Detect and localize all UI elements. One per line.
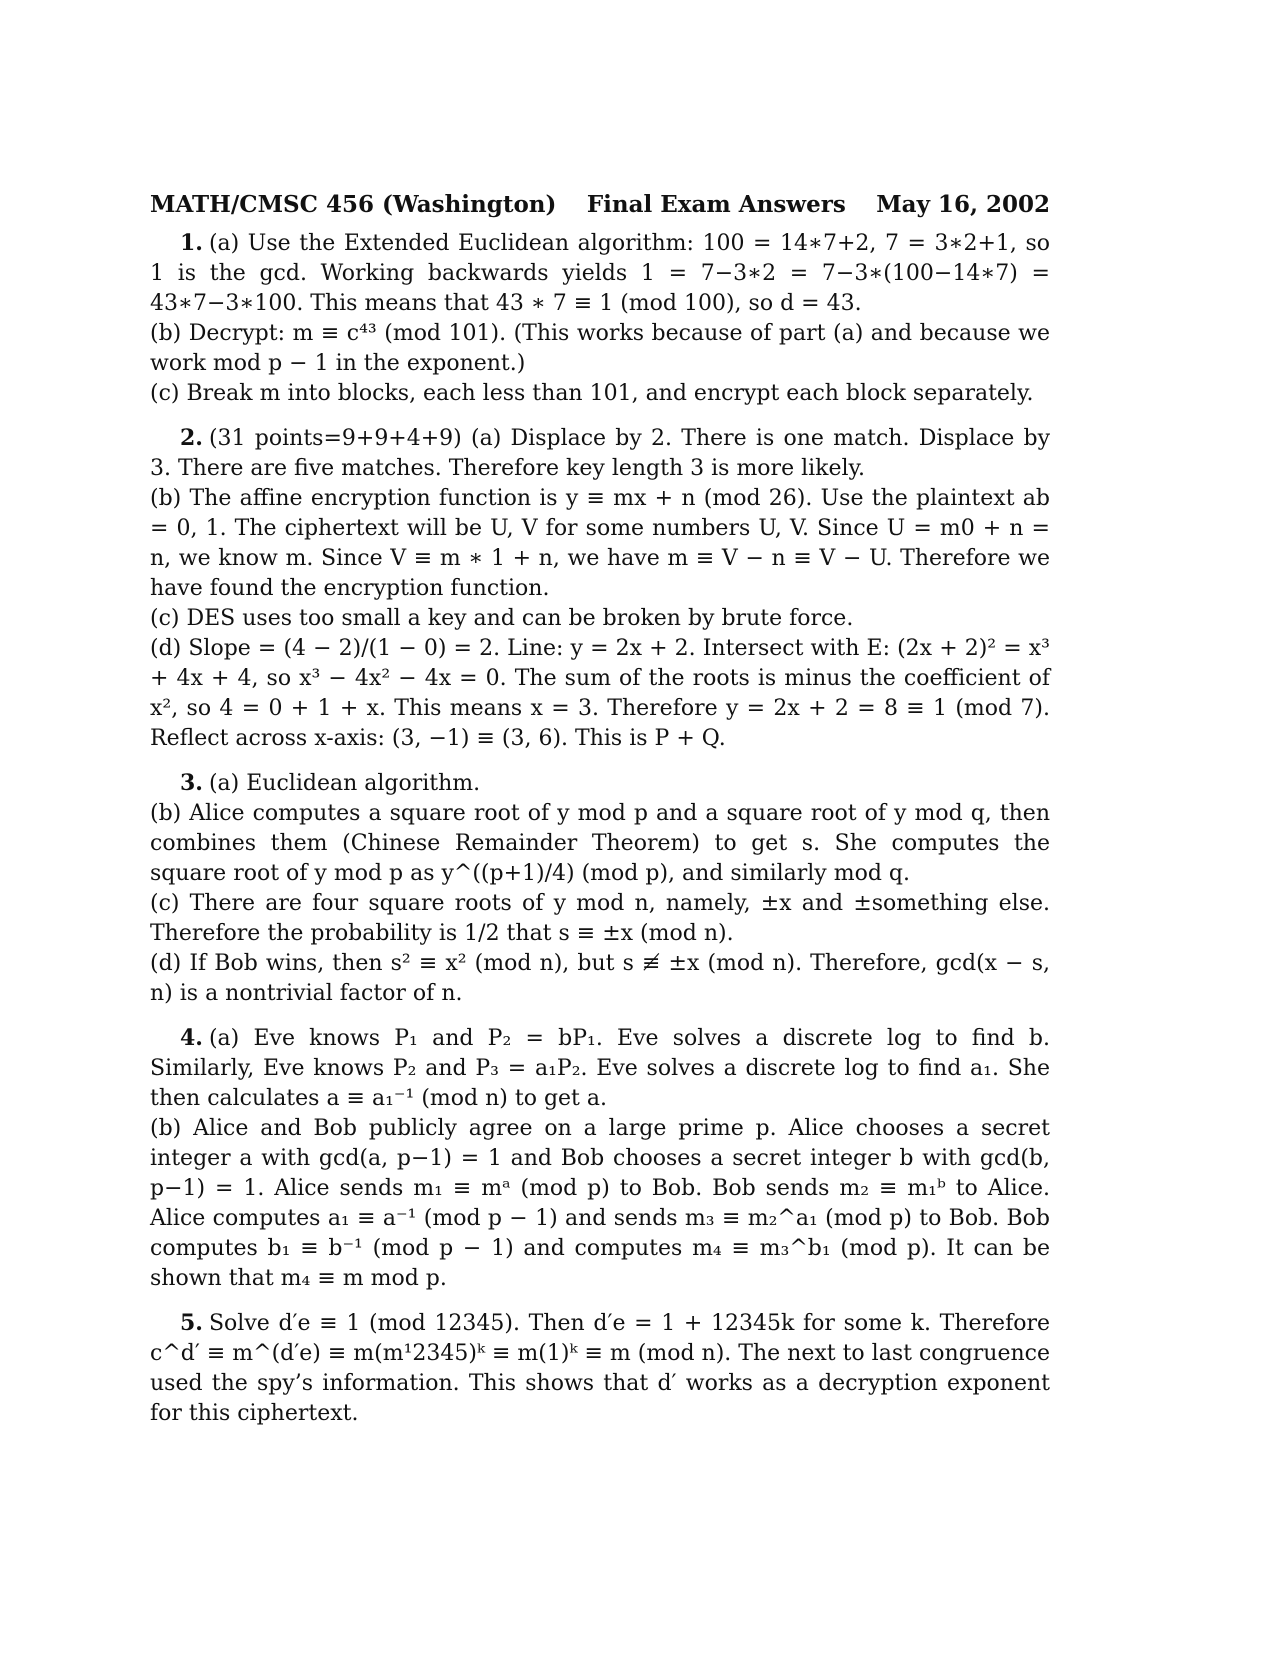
problem-3 <box>150 768 1050 1009</box>
problem-paragraph: 3. (a) Euclidean algorithm. <box>180 770 481 796</box>
problem-paragraph: 2. (31 points=9+9+4+9) (a) Displace by 2. There is one match. Displace by 3. There are five matches. Therefore key length 3 is more likely. <box>150 425 1050 481</box>
document-title: Final Exam Answers <box>586 191 846 218</box>
problem-paragraph: 5. Solve d′e ≡ 1 (mod 12345). Then d′e = 1 + 12345k for some k. Therefore c^d′ ≡ m^(d′e) ≡ m(m¹2345)ᵏ ≡ m(1)ᵏ ≡ m (mod n). The next to last congruence used the spy’s information. This shows that d′ works as a decryption exponent for this ciphertext. <box>150 1310 1050 1426</box>
problem-number: 2. <box>180 425 203 451</box>
problem-paragraph: 1. (a) Use the Extended Euclidean algorithm: 100 = 14∗7+2, 7 = 3∗2+1, so 1 is the gcd. Working backwards yields 1 = 7−3∗2 = 7−3∗(100−14∗7) = 43∗7−3∗100. This means that 43 ∗ 7 ≡ 1 (mod 100), so d = 43. <box>150 230 1050 316</box>
problem-paragraph: (d) Slope = (4 − 2)/(1 − 0) = 2. Line: y = 2x + 2. Intersect with E: (2x + 2)² = x³ + 4x + 4, so x³ − 4x² − 4x = 0. The sum of the roots is minus the coefficient of x², so 4 = 0 + 1 + x. This means x = 3. Therefore y = 2x + 2 = 8 ≡ 1 (mod 7). Reflect across x-axis: (3, −1) ≡ (3, 6). This is P + Q. <box>150 636 1050 751</box>
problem-1 <box>150 228 1050 409</box>
problem-paragraph: (c) There are four square roots of y mod n, namely, ±x and ±something else. Therefore the probability is 1/2 that s ≡ ±x (mod n). <box>150 891 1050 946</box>
problem-paragraph: (c) DES uses too small a key and can be broken by brute force. <box>150 606 854 631</box>
problem-number: 1. <box>180 230 203 256</box>
problem-paragraph: (b) Decrypt: m ≡ c⁴³ (mod 101). (This works because of part (a) and because we work mod p − 1 in the exponent.) <box>150 321 1050 376</box>
problem-5 <box>150 1308 1050 1429</box>
problem-paragraph: (b) The affine encryption function is y ≡ mx + n (mod 26). Use the plaintext ab = 0, 1. The ciphertext will be U, V for some numbers U, V. Since U = m0 + n = n, we know m. Since V ≡ m ∗ 1 + n, we have m ≡ V − n ≡ V − U. Therefore we have found the encryption function. <box>150 486 1050 601</box>
document-date: May 16, 2002 <box>876 191 1050 218</box>
course-name: MATH/CMSC 456 (Washington) <box>150 191 557 218</box>
exam-answers-page <box>150 190 1050 1443</box>
problem-2 <box>150 423 1050 754</box>
problem-paragraph: (d) If Bob wins, then s² ≡ x² (mod n), but s ≢ ±x (mod n). Therefore, gcd(x − s, n) is a nontrivial factor of n. <box>150 951 1050 1006</box>
problem-number: 4. <box>180 1025 203 1051</box>
problem-paragraph: 4. (a) Eve knows P₁ and P₂ = bP₁. Eve solves a discrete log to find b. Similarly, Eve knows P₂ and P₃ = a₁P₂. Eve solves a discrete log to find a₁. She then calculates a ≡ a₁⁻¹ (mod n) to get a. <box>150 1025 1050 1111</box>
problem-number: 3. <box>180 770 203 796</box>
problem-4 <box>150 1023 1050 1294</box>
document-header <box>150 190 1050 220</box>
problem-paragraph: (b) Alice and Bob publicly agree on a large prime p. Alice chooses a secret integer a with gcd(a, p−1) = 1 and Bob chooses a secret integer b with gcd(b, p−1) = 1. Alice sends m₁ ≡ mᵃ (mod p) to Bob. Bob sends m₂ ≡ m₁ᵇ to Alice. Alice computes a₁ ≡ a⁻¹ (mod p − 1) and sends m₃ ≡ m₂^a₁ (mod p) to Bob. Bob computes b₁ ≡ b⁻¹ (mod p − 1) and computes m₄ ≡ m₃^b₁ (mod p). It can be shown that m₄ ≡ m mod p. <box>150 1116 1050 1291</box>
problem-paragraph: (c) Break m into blocks, each less than 101, and encrypt each block separately. <box>150 381 1034 406</box>
problem-paragraph: (b) Alice computes a square root of y mod p and a square root of y mod q, then combines them (Chinese Remainder Theorem) to get s. She computes the square root of y mod p as y^((p+1)/4) (mod p), and similarly mod q. <box>150 801 1050 886</box>
problem-number: 5. <box>180 1310 203 1336</box>
